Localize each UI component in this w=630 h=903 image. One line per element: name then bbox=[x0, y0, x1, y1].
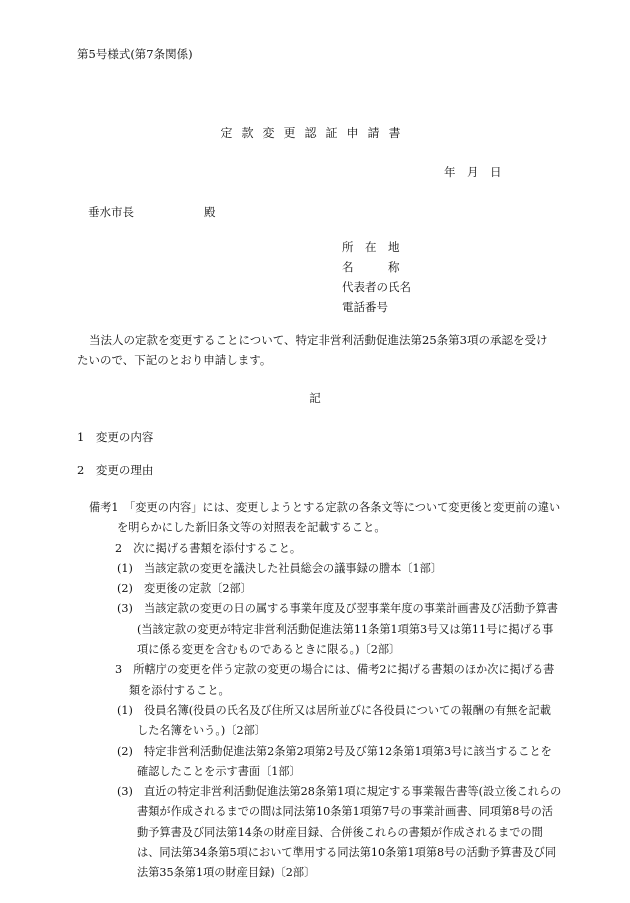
note-3-item-3: (3) 直近の特定非営利活動促進法第28条第1項に規定する事業報告書等(設立後これらの書類が作成されるまでの間は同法第10条第1項第7号の事業計画書、同項第8号の活動予算書及び同法第14条の財産目録、合併後これらの書類が作成されるまでの間は、同法第34条第5項において準用する同法第10条第1項第8号の活動予算書及び同法第35条第1項の財産目録)〔2部〕 bbox=[117, 785, 562, 880]
notes-block bbox=[77, 498, 562, 884]
note-3: 3 所轄庁の変更を伴う定款の変更の場合には、備考2に掲げる書類のほか次に掲げる書類を添付すること。 bbox=[115, 663, 555, 697]
application-statement-text: 当法人の定款を変更することについて、特定非営利活動促進法第25条第3項の承認を受けたいので、下記のとおり申請します。 bbox=[77, 333, 548, 367]
date-line: 年 月 日 bbox=[444, 165, 502, 179]
applicant-representative-label: 代表者の氏名 bbox=[342, 280, 411, 294]
addressee-name: 垂水市長 bbox=[88, 205, 134, 219]
note-3-item-2: (2) 特定非営利活動促進法第2条第2項第2号及び第12条第1項第3号に該当することを確認したことを示す書面〔1部〕 bbox=[117, 744, 552, 778]
note-1: 備考1 「変更の内容」には、変更しようとする定款の各条文等について変更後と変更前の違いを明らかにした新旧条文等の対照表を記載すること。 bbox=[89, 501, 561, 535]
section-change-content: 1 変更の内容 bbox=[77, 430, 154, 444]
note-3-item-1: (1) 役員名簿(役員の氏名及び住所又は居所並びに各役員についての報酬の有無を記載した名簿をいう。)〔2部〕 bbox=[117, 703, 551, 738]
applicant-name-label: 名 称 bbox=[342, 260, 400, 274]
application-statement bbox=[77, 330, 557, 370]
note-2-item-1: (1) 当該定款の変更を議決した社員総会の議事録の謄本〔1部〕 bbox=[117, 561, 443, 575]
document-title: 定款変更認証申請書 bbox=[220, 126, 410, 140]
ki-heading: 記 bbox=[309, 391, 321, 405]
applicant-phone-label: 電話番号 bbox=[342, 300, 388, 314]
addressee bbox=[88, 204, 216, 220]
applicant-block bbox=[342, 237, 411, 317]
applicant-address-label: 所 在 地 bbox=[342, 240, 400, 254]
note-2-item-3: (3) 当該定款の変更の日の属する事業年度及び翌事業年度の事業計画書及び活動予算書(当該定款の変更が特定非営利活動促進法第11条第1項第3号又は第11号に掲げる事項に係る変更を含むものであるときに限る。)〔2部〕 bbox=[117, 602, 558, 657]
section-change-reason: 2 変更の理由 bbox=[77, 463, 154, 477]
form-number: 第5号様式(第7条関係) bbox=[77, 47, 193, 61]
addressee-honorific: 殿 bbox=[204, 205, 216, 219]
note-2: 2 次に掲げる書類を添付すること。 bbox=[115, 541, 302, 555]
note-2-item-2: (2) 変更後の定款〔2部〕 bbox=[117, 582, 252, 596]
